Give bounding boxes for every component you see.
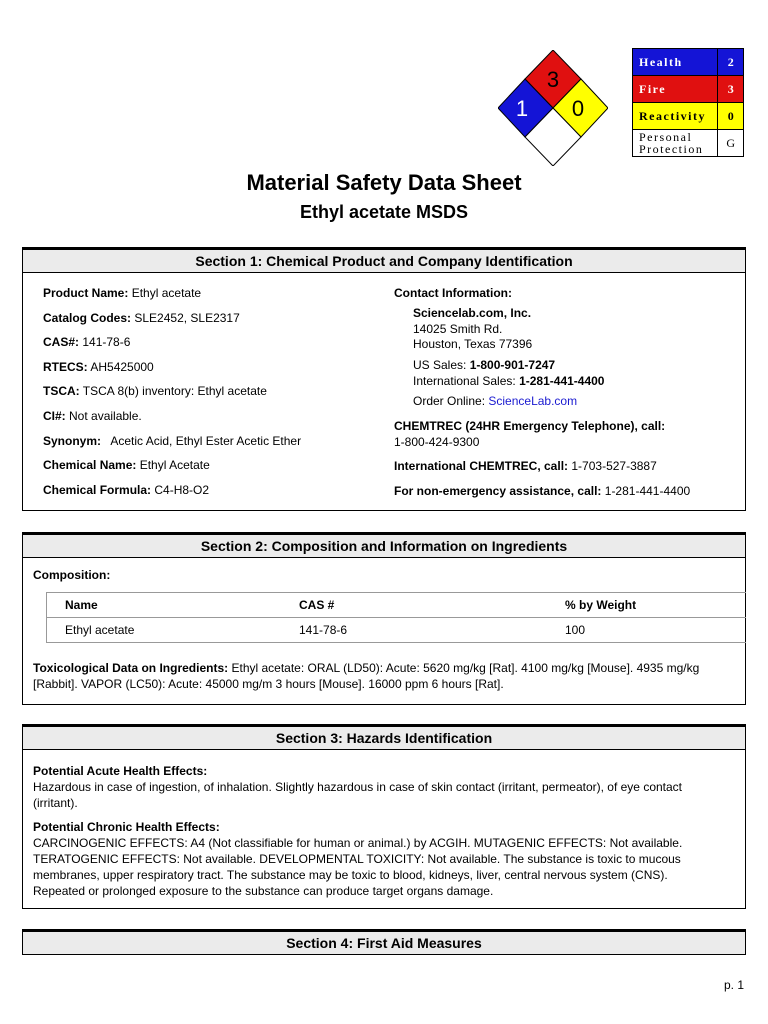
field-product-name: Product Name: Ethyl acetate <box>43 286 202 300</box>
hmis-label: Reactivity <box>633 103 718 130</box>
table-row <box>47 618 747 643</box>
hmis-row-reactivity <box>633 103 744 130</box>
address-line2: Houston, Texas 77396 <box>413 337 533 351</box>
hmis-value: G <box>718 130 744 157</box>
field-tsca: TSCA: TSCA 8(b) inventory: Ethyl acetate <box>43 384 267 398</box>
hmis-rating-table <box>632 48 744 157</box>
nfpa-fire-value: 3 <box>546 67 560 92</box>
page-number: p. 1 <box>724 978 745 992</box>
intl-chemtrec: International CHEMTREC, call: 1-703-527-3887 <box>394 459 657 473</box>
chronic-effects-paragraph: Potential Chronic Health Effects: CARCINOGENIC EFFECTS: A4 (Not classifiable for human or animal.) by ACGIH. MUTAGENIC EFFECTS: Not available. TERATOGENIC EFFECTS: Not available. DEVELOPMENTAL TOXICITY: Not available. The substance is toxic to mucous membranes, upper respiratory tract. The substance may be toxic to blood, kidneys, liver, central nervous system (CNS). Repeated or prolonged exposure to the substance can produce target organs damage. <box>33 820 683 898</box>
column-header-cas: CAS # <box>299 598 335 612</box>
composition-table <box>46 592 746 643</box>
section4-heading: Section 4: First Aid Measures <box>22 931 746 955</box>
field-synonym: Synonym: Acetic Acid, Ethyl Ester Acetic Ether <box>43 434 302 448</box>
composition-label: Composition: <box>33 568 111 582</box>
cell-cas: 141-78-6 <box>299 623 348 637</box>
hmis-row-health <box>633 49 744 76</box>
company-name: Sciencelab.com, Inc. <box>413 306 532 320</box>
cell-name: Ethyl acetate <box>65 623 135 637</box>
sciencelab-link[interactable]: ScienceLab.com <box>488 394 578 408</box>
hmis-row-protection <box>633 130 744 157</box>
field-rtecs: RTECS: AH5425000 <box>43 360 154 374</box>
nonemergency: For non-emergency assistance, call: 1-281-441-4400 <box>394 484 691 498</box>
column-header-name: Name <box>65 598 98 612</box>
acute-effects-paragraph: Potential Acute Health Effects: Hazardous in case of ingestion, of inhalation. Slightly hazardous in case of skin contact (irritant, permeator), of eye contact (irritant). <box>33 764 683 810</box>
hmis-value: 2 <box>718 49 744 76</box>
hmis-value: 0 <box>718 103 744 130</box>
hmis-value: 3 <box>718 76 744 103</box>
field-chemical-name: Chemical Name: Ethyl Acetate <box>43 458 210 472</box>
hmis-row-fire <box>633 76 744 103</box>
hmis-label: Personal Protection <box>633 130 718 157</box>
chemtrec-number: 1-800-424-9300 <box>394 435 480 449</box>
field-cas: CAS#: 141-78-6 <box>43 335 131 349</box>
field-ci: CI#: Not available. <box>43 409 142 423</box>
nfpa-diamond <box>498 50 608 166</box>
nfpa-reactivity-value: 0 <box>571 96 585 121</box>
page-title: Material Safety Data Sheet <box>246 170 522 195</box>
section3-heading: Section 3: Hazards Identification <box>22 726 746 750</box>
order-online: Order Online: ScienceLab.com <box>413 394 578 408</box>
field-chemical-formula: Chemical Formula: C4-H8-O2 <box>43 483 210 497</box>
tox-data-paragraph: Toxicological Data on Ingredients: Ethyl acetate: ORAL (LD50): Acute: 5620 mg/kg [Rat]. 4100 mg/kg [Mouse]. 4935 mg/kg [Rabbit]. VAPOR (LC50): Acute: 45000 mg/m 3 hours [Mouse]. 16000 ppm 6 hours [Rat]. <box>33 661 700 691</box>
page-subtitle: Ethyl acetate MSDS <box>299 202 469 222</box>
chemtrec-label: CHEMTREC (24HR Emergency Telephone), call: <box>394 419 666 433</box>
column-header-weight: % by Weight <box>565 598 637 612</box>
us-sales: US Sales: 1-800-901-7247 <box>413 358 556 372</box>
intl-sales: International Sales: 1-281-441-4400 <box>413 374 605 388</box>
nfpa-health-value: 1 <box>515 96 529 121</box>
field-catalog-codes: Catalog Codes: SLE2452, SLE2317 <box>43 311 240 325</box>
address-line1: 14025 Smith Rd. <box>413 322 503 336</box>
hmis-label: Fire <box>633 76 718 103</box>
cell-weight: 100 <box>565 623 586 637</box>
table-header-row <box>47 593 747 618</box>
hmis-label: Health <box>633 49 718 76</box>
contact-label: Contact Information: <box>394 286 512 300</box>
section2-heading: Section 2: Composition and Information on Ingredients <box>22 534 746 558</box>
section1-heading: Section 1: Chemical Product and Company Identification <box>22 249 746 273</box>
